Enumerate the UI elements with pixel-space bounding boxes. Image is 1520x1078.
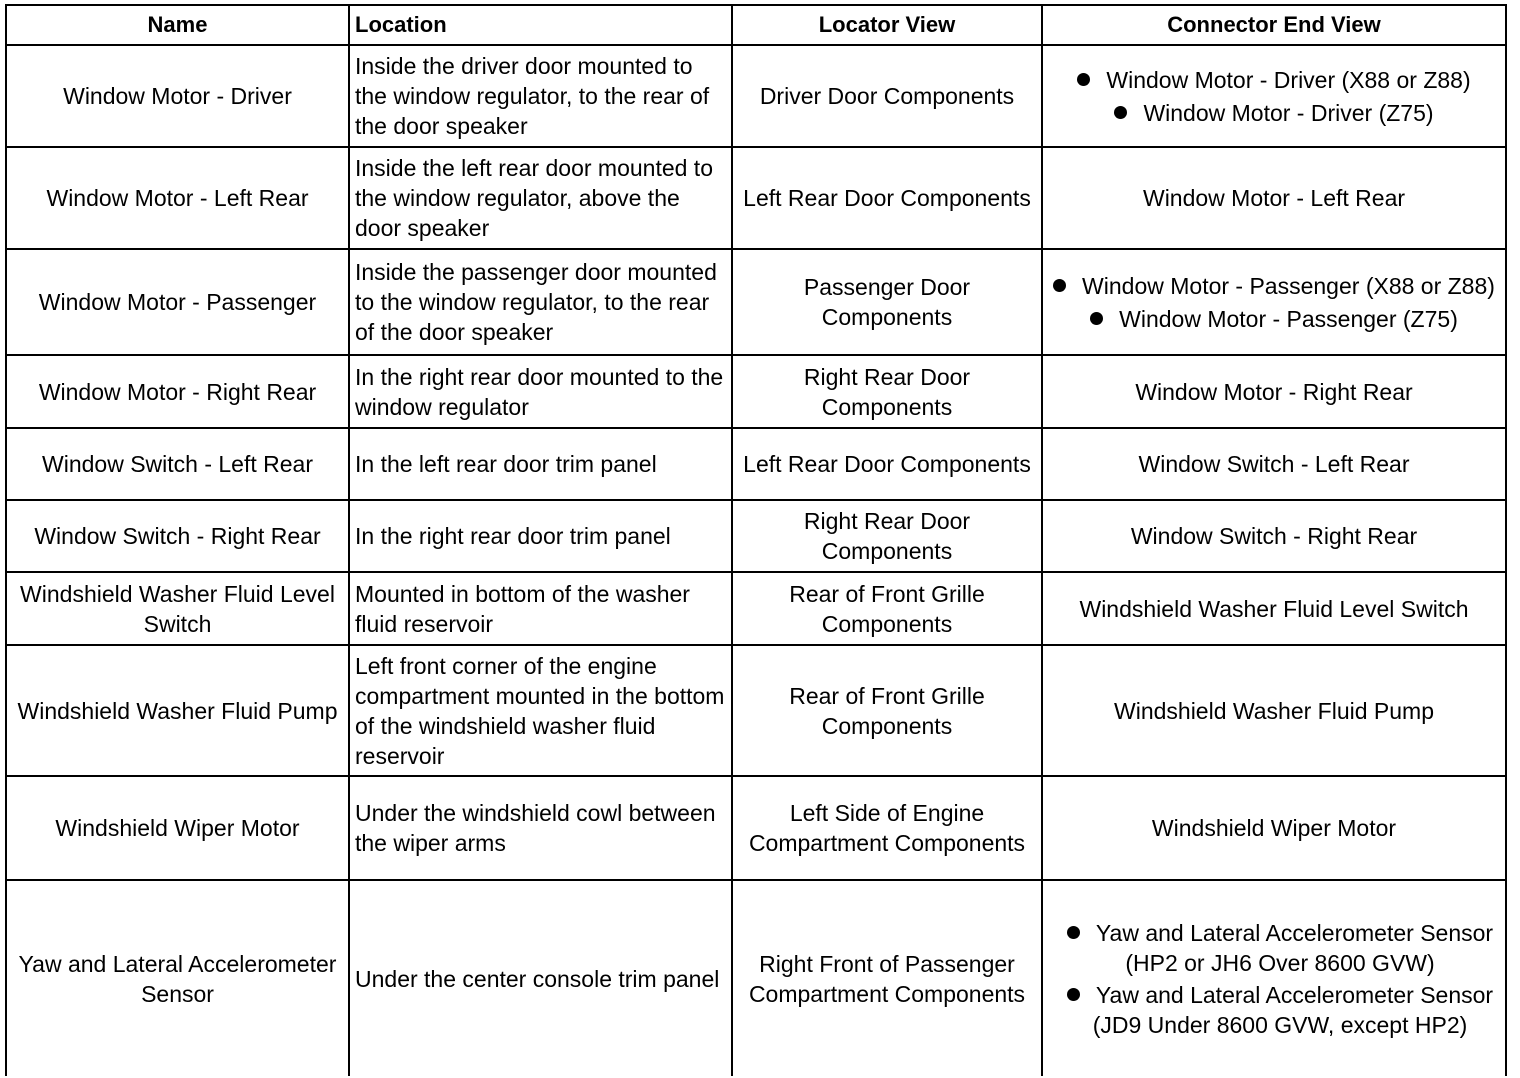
connector-link[interactable]: Window Motor - Right Rear [1135, 378, 1413, 405]
cell-locator-view [732, 355, 1042, 428]
bullet-icon [1114, 106, 1127, 119]
cell-name: Window Motor - Driver [6, 45, 349, 147]
table-row [6, 645, 1506, 776]
locator-link[interactable]: Rear of Front Grille Components [789, 580, 985, 637]
component-locator-table [5, 4, 1507, 1076]
connector-link[interactable]: Window Switch - Right Rear [1130, 523, 1418, 549]
cell-locator-view [732, 572, 1042, 645]
table-row [6, 776, 1506, 880]
cell-name: Yaw and Lateral Accelerometer Sensor [6, 880, 349, 1076]
locator-link[interactable]: Left Rear Door Components [743, 185, 1031, 211]
table-row [6, 249, 1506, 355]
connector-list [1048, 918, 1500, 1040]
locator-link[interactable]: Left Side of Engine Compartment Components [748, 800, 1026, 856]
cell-connector-end-view [1042, 572, 1506, 645]
cell-name: Window Switch - Left Rear [6, 428, 349, 500]
cell-location: Inside the left rear door mounted to the window regulator, above the door speaker [349, 147, 732, 249]
locator-link[interactable]: Passenger Door Components [803, 274, 971, 330]
list-item [1048, 271, 1500, 301]
table-row [6, 355, 1506, 428]
cell-name: Window Motor - Left Rear [6, 147, 349, 249]
locator-link[interactable]: Right Rear Door Components [803, 363, 971, 420]
cell-locator-view [732, 645, 1042, 776]
cell-location: Under the center console trim panel [349, 880, 732, 1076]
cell-name: Windshield Wiper Motor [6, 776, 349, 880]
cell-location: Inside the passenger door mounted to the window regulator, to the rear of the door speaker [349, 249, 732, 355]
table-row [6, 428, 1506, 500]
table-row [6, 880, 1506, 1076]
header-locator-view: Locator View [732, 5, 1042, 45]
cell-connector-end-view [1042, 500, 1506, 572]
list-item [1048, 304, 1500, 334]
connector-link[interactable]: Windshield Washer Fluid Pump [1114, 697, 1434, 724]
connector-list [1048, 271, 1500, 334]
bullet-icon [1090, 312, 1103, 325]
locator-link[interactable]: Rear of Front Grille Components [789, 682, 985, 739]
connector-link[interactable]: Windshield Washer Fluid Level Switch [1079, 595, 1469, 622]
cell-location: Under the windshield cowl between the wiper arms [349, 776, 732, 880]
cell-name: Windshield Washer Fluid Pump [6, 645, 349, 776]
list-item [1048, 98, 1500, 128]
cell-location: In the left rear door trim panel [349, 428, 732, 500]
cell-location: In the right rear door mounted to the window regulator [349, 355, 732, 428]
header-connector-end-view: Connector End View [1042, 5, 1506, 45]
cell-locator-view [732, 500, 1042, 572]
cell-name: Window Motor - Right Rear [6, 355, 349, 428]
cell-locator-view [732, 147, 1042, 249]
locator-link[interactable]: Right Rear Door Components [803, 508, 971, 564]
bullet-icon [1077, 73, 1090, 86]
header-name: Name [6, 5, 349, 45]
cell-location: Left front corner of the engine compartment mounted in the bottom of the windshield washer fluid reservoir [349, 645, 732, 776]
connector-list [1048, 65, 1500, 128]
cell-locator-view [732, 880, 1042, 1076]
cell-connector-end-view [1042, 776, 1506, 880]
connector-link[interactable]: Window Motor - Passenger (Z75) [1119, 305, 1458, 332]
connector-link[interactable]: Yaw and Lateral Accelerometer Sensor (JD9 Under 8600 GVW, except HP2) [1092, 981, 1494, 1038]
bullet-icon [1067, 926, 1080, 939]
cell-connector-end-view [1042, 355, 1506, 428]
connector-link[interactable]: Windshield Wiper Motor [1151, 815, 1397, 841]
cell-name: Window Switch - Right Rear [6, 500, 349, 572]
cell-name: Window Motor - Passenger [6, 249, 349, 355]
list-item [1048, 65, 1500, 95]
cell-connector-end-view [1042, 428, 1506, 500]
cell-name: Windshield Washer Fluid Level Switch [6, 572, 349, 645]
table-row [6, 45, 1506, 147]
bullet-icon [1053, 279, 1066, 292]
cell-locator-view [732, 428, 1042, 500]
connector-link[interactable]: Yaw and Lateral Accelerometer Sensor (HP2 or JH6 Over 8600 GVW) [1095, 919, 1494, 976]
locator-link[interactable]: Driver Door Components [759, 83, 1015, 109]
bullet-icon [1067, 988, 1080, 1001]
connector-link[interactable]: Window Motor - Left Rear [1142, 185, 1406, 211]
list-item [1060, 918, 1500, 978]
connector-link[interactable]: Window Motor - Passenger (X88 or Z88) [1082, 272, 1495, 299]
table-row [6, 500, 1506, 572]
list-item [1060, 980, 1500, 1040]
locator-link[interactable]: Right Front of Passenger Compartment Components [748, 950, 1026, 1007]
cell-connector-end-view [1042, 249, 1506, 355]
connector-link[interactable]: Window Motor - Driver (X88 or Z88) [1106, 66, 1471, 93]
cell-connector-end-view [1042, 45, 1506, 147]
cell-connector-end-view [1042, 645, 1506, 776]
connector-link[interactable]: Window Switch - Left Rear [1138, 451, 1410, 477]
cell-locator-view [732, 776, 1042, 880]
cell-location: Inside the driver door mounted to the window regulator, to the rear of the door speaker [349, 45, 732, 147]
table-row [6, 147, 1506, 249]
table-row [6, 572, 1506, 645]
cell-locator-view [732, 249, 1042, 355]
header-location: Location [349, 5, 732, 45]
connector-link[interactable]: Window Motor - Driver (Z75) [1143, 99, 1434, 126]
cell-connector-end-view [1042, 880, 1506, 1076]
cell-location: In the right rear door trim panel [349, 500, 732, 572]
cell-locator-view [732, 45, 1042, 147]
header-row [6, 5, 1506, 45]
cell-location: Mounted in bottom of the washer fluid reservoir [349, 572, 732, 645]
locator-link[interactable]: Left Rear Door Components [743, 451, 1031, 477]
cell-connector-end-view [1042, 147, 1506, 249]
